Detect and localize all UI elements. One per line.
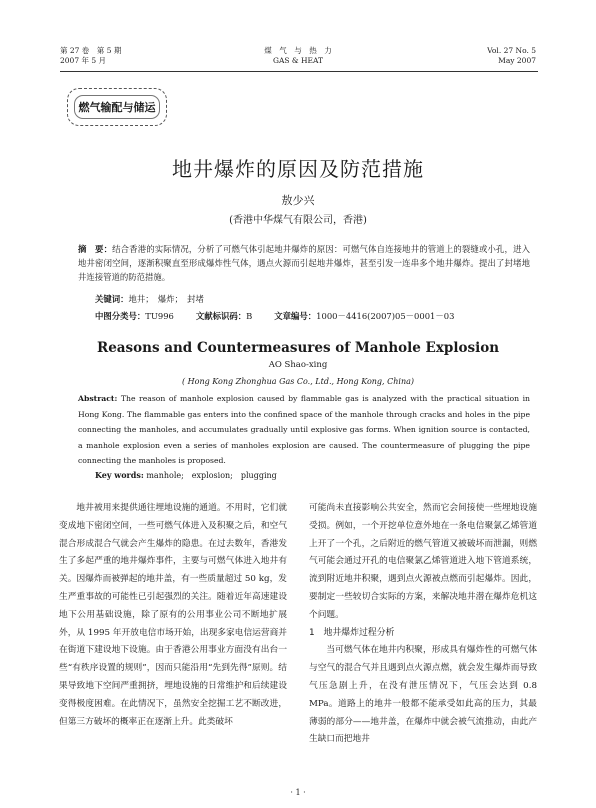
doc-code-value: B xyxy=(246,311,253,321)
body-column-left xyxy=(59,500,287,731)
keywords-cn xyxy=(95,293,204,305)
abstract-cn-label: 摘 要： xyxy=(78,244,113,254)
journal-issue-info-en xyxy=(487,46,536,66)
keywords-en xyxy=(95,470,277,481)
author-cn: 敖少兴 xyxy=(281,194,315,207)
author-en: AO Shao-xing xyxy=(268,360,328,370)
abstract-en-label: Abstract: xyxy=(78,394,118,403)
affiliation-cn: (香港中华煤气有限公司，香港) xyxy=(229,215,367,226)
page-number: · 1 · xyxy=(290,788,306,797)
affiliation-en: ( Hong Kong Zhonghua Gas Co., Ltd., Hong Kong, China) xyxy=(181,377,415,386)
doc-code-label: 文献标识码： xyxy=(195,311,247,321)
body-column-right xyxy=(309,500,537,749)
column-tag: 燃气输配与储运 xyxy=(74,95,160,119)
classification-line xyxy=(95,310,454,322)
keywords-en-label: Key words: xyxy=(95,470,144,480)
section-heading: 1 地井爆炸过程分析 xyxy=(309,627,395,638)
header-divider xyxy=(60,71,538,72)
clc-value: TU996 xyxy=(145,311,174,321)
body-paragraph: 地井被用来提供通往埋地设施的通道。不用时，它们就变成地下密闭空间，一些可燃气体进入及积聚之后，和空气混合形成混合气就会产生爆炸的隐患。在过去数年，香港发生了多起严重的地井爆炸事件，主要与可燃气体进入地井有关。因爆炸而被弹起的地井盖，有一些质量超过 50 kg，发生严重事故的可能性已引起强烈的关注。随着近年高速建设地下公用基础设施，除了原有的公用事业公司不断地扩展外，从 1995 年开放电信市场开始，出现多家电信运营商并在街道下建设地下设施。由于香港公用事业方面没有出台一些“有秩序设置的规则”，因而只能沿用“先到先得”原则。结果导致地下空间严重拥挤，埋地设施的日常维护和后续建设变得极度困难。在此情况下，虽然安全挖掘工艺不断改进，但第三方破坏的概率正在逐渐上升。此类破坏 xyxy=(59,503,287,727)
publication-date: 2007 年 5 月 xyxy=(60,56,107,65)
journal-name-cn: 煤 气 与 热 力 xyxy=(264,46,332,55)
keywords-en-text: manhole; explosion; plugging xyxy=(146,471,277,480)
publication-date-en: May 2007 xyxy=(498,56,536,65)
column-tag-frame xyxy=(67,88,167,126)
body-paragraph: 当可燃气体在地井内积聚，形成具有爆炸性的可燃气体与空气的混合气并且遇到点火源点燃，就会发生爆炸而导致气压急剧上升，在没有泄压情况下，气压会达到 0.8 MPa。道路上的地井一般都不能承受如此高的压力，其最薄弱的部分——地井盖，在爆炸中就会被气流推动，由此产生缺口而把地井 xyxy=(309,645,537,745)
volume-issue-en: Vol. 27 No. 5 xyxy=(487,46,536,55)
article-no-value: 1000－4416(2007)05－0001－03 xyxy=(316,311,455,321)
article-title-en: Reasons and Countermeasures of Manhole Explosion xyxy=(96,340,500,356)
body-paragraph: 可能尚未直接影响公共安全，然而它会间接使一些埋地设施受损。例如，一个开挖单位意外地在一条电信聚氯乙烯管道上开了一个孔，之后附近的燃气管道又被破坏而泄漏，则燃气可能会通过开孔的电信聚氯乙烯管道进入地下管道系统，流到附近地井积聚，遇到点火源被点燃而引起爆炸。因此，要制定一些较切合实际的方案，来解决地井潜在爆炸危机这个问题。 xyxy=(309,503,537,620)
abstract-cn xyxy=(78,242,530,284)
abstract-en-text: The reason of manhole explosion caused by flammable gas is analyzed with the practical situation in Hong Kong. The flammable gas enters into the confined space of the manhole through cracks and holes in the pipe connecting the manholes, and accumulates gradually until explosive gas forms. When ignition source is contacted, a manhole explosion even a series of manholes explosion are caused. The countermeasure of plugging the pipe connecting the manholes is proposed. xyxy=(78,394,530,465)
volume-issue: 第 27 卷 第 5 期 xyxy=(60,46,122,55)
keywords-cn-label: 关键词： xyxy=(95,294,129,304)
journal-name-en: GAS & HEAT xyxy=(272,56,323,65)
keywords-cn-text: 地井； 爆炸； 封堵 xyxy=(128,294,204,304)
abstract-en xyxy=(78,391,530,469)
article-no-label: 文章编号： xyxy=(274,311,317,321)
abstract-cn-text: 结合香港的实际情况，分析了可燃气体引起地井爆炸的原因：可燃气体自连接地井的管道上的裂缝或小孔，进入地井密闭空间，逐渐积聚直至形成爆炸性气体，遇点火源而引起地井爆炸，甚至引发一连串多个地井爆炸。提出了封堵地井连接管道的防范措施。 xyxy=(78,244,530,282)
clc-label: 中图分类号： xyxy=(95,311,146,321)
article-title-cn: 地井爆炸的原因及防范措施 xyxy=(172,157,424,181)
